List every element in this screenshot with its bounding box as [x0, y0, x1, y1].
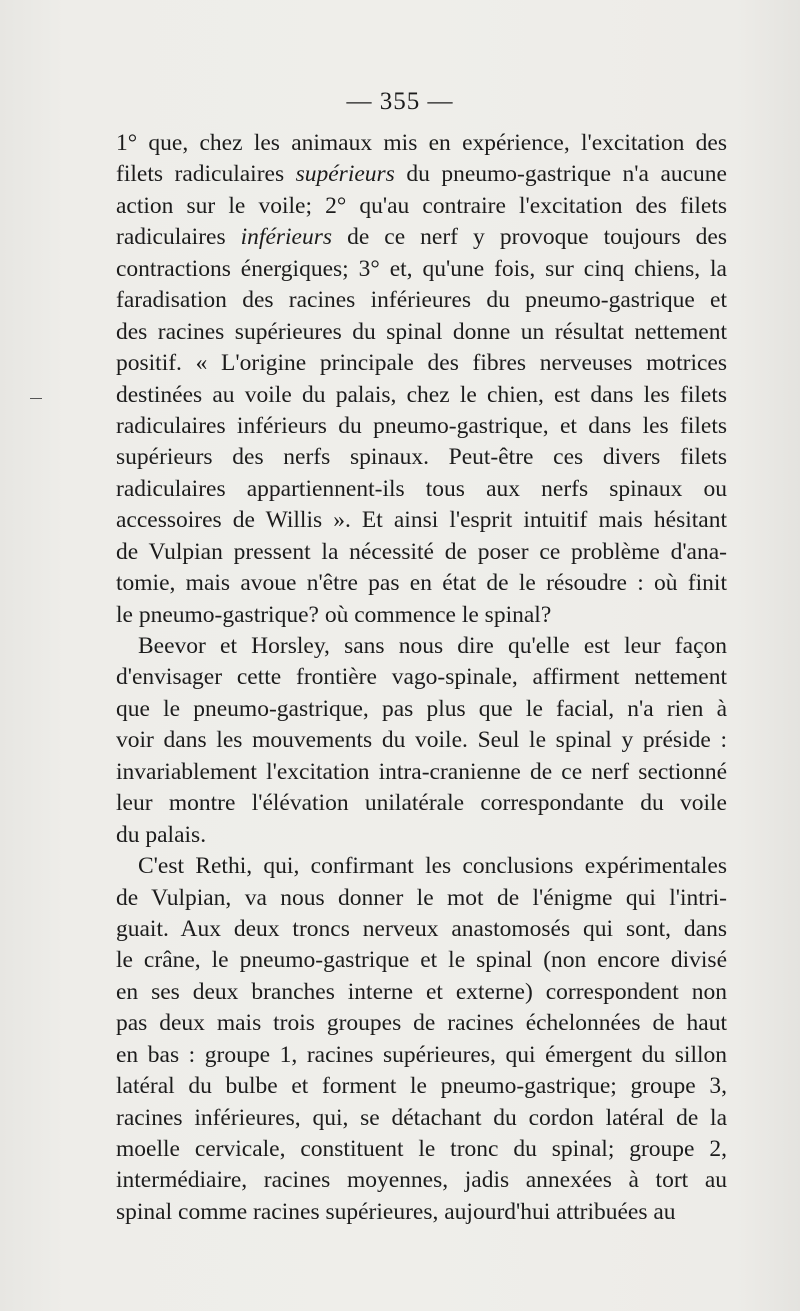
text-segment: accessoires de Willis ». Et ainsi l'esprit intuitif mais hésitant	[116, 507, 727, 534]
text-segment: pas deux mais trois groupes de racines échelonnées de haut	[116, 1010, 727, 1037]
text-line	[116, 254, 727, 285]
paragraph	[116, 851, 727, 1228]
text-line	[116, 1165, 727, 1196]
margin-mark	[30, 398, 42, 399]
text-segment: intermédiaire, racines moyennes, jadis annexées à tort au	[116, 1167, 727, 1194]
text-line	[116, 662, 727, 693]
text-line	[116, 1071, 727, 1102]
italic-segment: inférieurs	[240, 224, 333, 251]
text-line	[116, 1103, 727, 1134]
text-segment: des racines supérieures du spinal donne un résultat nettement	[116, 318, 727, 345]
text-segment: le pneumo-gastrique? où commence le spinal?	[116, 601, 552, 628]
text-line	[116, 222, 727, 253]
text-segment: radiculaires appartiennent-ils tous aux nerfs spinaux ou	[116, 475, 727, 502]
text-line	[116, 757, 727, 788]
text-segment: du palais.	[116, 821, 207, 848]
italic-segment: supérieurs	[295, 161, 395, 188]
text-segment: C'est Rethi, qui, confirmant les conclusions expérimentales	[138, 853, 727, 880]
text-segment: de Vulpian pressent la nécessité de poser ce problème d'ana-	[116, 538, 727, 565]
text-line	[116, 883, 727, 914]
text-segment: invariablement l'excitation intra-cranienne de ce nerf sectionné	[116, 758, 727, 785]
text-segment: filets radiculaires	[116, 161, 296, 188]
text-line	[116, 600, 727, 631]
text-line	[116, 945, 727, 976]
text-segment: contractions énergiques; 3° et, qu'une fois, sur cinq chiens, la	[116, 255, 727, 282]
text-line	[116, 474, 727, 505]
text-segment: de ce nerf y provoque toujours des	[332, 224, 727, 251]
text-segment: spinal comme racines supérieures, aujourd'hui attribuées au	[116, 1198, 676, 1225]
text-line	[116, 191, 727, 222]
text-segment: latéral du bulbe et forment le pneumo-gastrique; groupe 3,	[116, 1073, 727, 1100]
text-segment: le crâne, le pneumo-gastrique et le spinal (non encore divisé	[116, 947, 727, 974]
text-line	[116, 914, 727, 945]
text-segment: radiculaires	[116, 224, 241, 251]
text-line	[116, 631, 727, 662]
text-segment: destinées au voile du palais, chez le chien, est dans les filets	[116, 381, 727, 408]
text-line	[116, 851, 727, 882]
body-text	[116, 128, 727, 1228]
text-line	[116, 820, 727, 851]
text-segment: 1° que, chez les animaux mis en expérience, l'excitation des	[116, 130, 727, 156]
text-line	[116, 725, 727, 756]
text-segment: du pneumo-gastrique n'a aucune	[394, 161, 727, 188]
text-segment: supérieurs des nerfs spinaux. Peut-être ces divers filets	[116, 444, 727, 471]
text-segment: racines inférieures, qui, se détachant du cordon latéral de la	[116, 1104, 727, 1131]
page-number: — 355 —	[346, 88, 454, 115]
text-segment: guait. Aux deux troncs nerveux anastomosés qui sont, dans	[116, 915, 727, 942]
text-segment: de Vulpian, va nous donner le mot de l'énigme qui l'intri-	[116, 884, 727, 911]
text-segment: en ses deux branches interne et externe) correspondent non	[116, 978, 727, 1005]
text-line	[116, 1008, 727, 1039]
text-line	[116, 348, 727, 379]
text-segment: positif. « L'origine principale des fibres nerveuses motrices	[116, 350, 727, 377]
text-line	[116, 788, 727, 819]
text-segment: leur montre l'élévation unilatérale correspondante du voile	[116, 790, 727, 817]
text-line	[116, 285, 727, 316]
paragraph	[116, 631, 727, 851]
text-segment: tomie, mais avoue n'être pas en état de le résoudre : où finit	[116, 570, 727, 597]
text-segment: Beevor et Horsley, sans nous dire qu'elle est leur façon	[138, 633, 727, 659]
text-line	[116, 380, 727, 411]
text-line	[116, 1197, 727, 1228]
text-line	[116, 411, 727, 442]
text-line	[116, 505, 727, 536]
paragraph	[116, 128, 727, 631]
text-line	[116, 694, 727, 725]
text-segment: moelle cervicale, constituent le tronc du spinal; groupe 2,	[116, 1136, 727, 1162]
text-segment: d'envisager cette frontière vago-spinale, affirment nettement	[116, 664, 727, 691]
text-line	[116, 977, 727, 1008]
text-line	[116, 128, 727, 159]
text-line	[116, 317, 727, 348]
text-segment: faradisation des racines inférieures du pneumo-gastrique et	[116, 287, 727, 314]
text-segment: en bas : groupe 1, racines supérieures, qui émergent du sillon	[116, 1041, 727, 1068]
text-segment: voir dans les mouvements du voile. Seul le spinal y préside :	[116, 727, 727, 754]
text-line	[116, 159, 727, 190]
text-segment: que le pneumo-gastrique, pas plus que le facial, n'a rien à	[116, 695, 727, 722]
text-line	[116, 1040, 727, 1071]
text-line	[116, 442, 727, 473]
text-segment: action sur le voile; 2° qu'au contraire l'excitation des filets	[116, 192, 727, 219]
text-segment: radiculaires inférieurs du pneumo-gastrique, et dans les filets	[116, 412, 727, 439]
text-line	[116, 568, 727, 599]
text-line	[116, 1134, 727, 1165]
text-line	[116, 537, 727, 568]
